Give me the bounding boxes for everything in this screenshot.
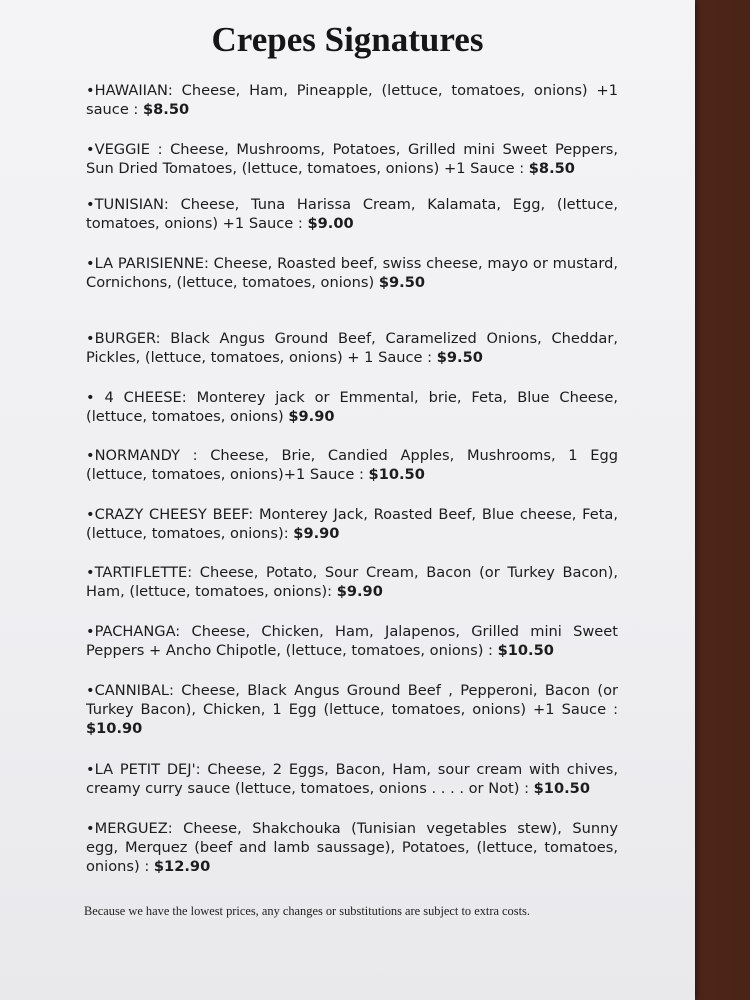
item-description: •HAWAIIAN: Cheese, Ham, Pineapple, (lettuce, tomatoes, onions) +1 sauce : [86,82,618,118]
menu-item-crazy-cheesy-beef [86,505,618,543]
item-description: •MERGUEZ: Cheese, Shakchouka (Tunisian vegetables stew), Sunny egg, Merquez (beef and lamb saussage), Potatoes, (lettuce, tomatoes, onions) : [86,820,618,875]
item-price: $10.50 [368,466,425,483]
item-price: $10.50 [533,780,590,797]
item-price: $8.50 [528,160,575,177]
menu-item-la-parisienne [86,254,618,292]
item-price: $9.90 [293,525,340,542]
item-description: • 4 CHEESE: Monterey jack or Emmental, brie, Feta, Blue Cheese, (lettuce, tomatoes, onions) [86,389,618,425]
menu-item-burger [86,329,618,367]
item-description: •VEGGIE : Cheese, Mushrooms, Potatoes, Grilled mini Sweet Peppers, Sun Dried Tomatoes, (lettuce, tomatoes, onions) +1 Sauce : [86,141,618,177]
item-price: $12.90 [153,858,211,875]
item-description: •TARTIFLETTE: Cheese, Potato, Sour Cream, Bacon (or Turkey Bacon), Ham, (lettuce, tomatoes, onions): [86,564,618,600]
item-price: $8.50 [143,101,190,118]
menu-item-merguez [86,819,618,876]
pricing-disclaimer: Because we have the lowest prices, any changes or substitutions are subject to extra costs. [84,904,530,918]
item-description: •NORMANDY : Cheese, Brie, Candied Apples, Mushrooms, 1 Egg (lettuce, tomatoes, onions)+1 Sauce : [86,447,618,483]
menu-item-normandy [86,446,618,484]
item-price: $9.00 [307,215,354,232]
item-price: $9.50 [378,274,426,291]
item-price: $9.50 [436,349,483,366]
item-description: •PACHANGA: Cheese, Chicken, Ham, Jalapenos, Grilled mini Sweet Peppers + Ancho Chipotle, (lettuce, tomatoes, onions) : [86,623,618,659]
menu-item-hawaiian [86,81,618,119]
item-price: $10.90 [86,720,143,737]
item-price: $9.90 [288,408,335,425]
item-description: •CANNIBAL: Cheese, Black Angus Ground Beef , Pepperoni, Bacon (or Turkey Bacon), Chicken, 1 Egg (lettuce, tomatoes, onions) +1 Sauce : [86,682,618,718]
menu-item-tartiflette [86,563,618,601]
item-price: $10.50 [497,642,554,659]
item-price: $9.90 [336,583,383,600]
item-description: •TUNISIAN: Cheese, Tuna Harissa Cream, Kalamata, Egg, (lettuce, tomatoes, onions) +1 Sauce : [86,196,618,232]
menu-item-pachanga [86,622,618,660]
menu-item-la-petit-dej [86,760,618,798]
menu-item-veggie [86,140,618,178]
menu-item-cannibal [86,681,618,738]
menu-item-tunisian [86,195,618,233]
item-description: •LA PARISIENNE: Cheese, Roasted beef, swiss cheese, mayo or mustard, Cornichons, (lettuce, tomatoes, onions) [86,255,618,291]
page-title: Crepes Signatures [211,20,484,59]
item-description: •CRAZY CHEESY BEEF: Monterey Jack, Roasted Beef, Blue cheese, Feta, (lettuce, tomatoes, onions): [86,506,618,542]
item-description: •BURGER: Black Angus Ground Beef, Caramelized Onions, Cheddar, Pickles, (lettuce, tomatoes, onions) + 1 Sauce : [86,330,618,366]
menu-item-4-cheese [86,388,618,426]
item-description: •LA PETIT DEJ': Cheese, 2 Eggs, Bacon, Ham, sour cream with chives, creamy curry sauce (lettuce, tomatoes, onions . . . . or Not) : [86,761,618,797]
